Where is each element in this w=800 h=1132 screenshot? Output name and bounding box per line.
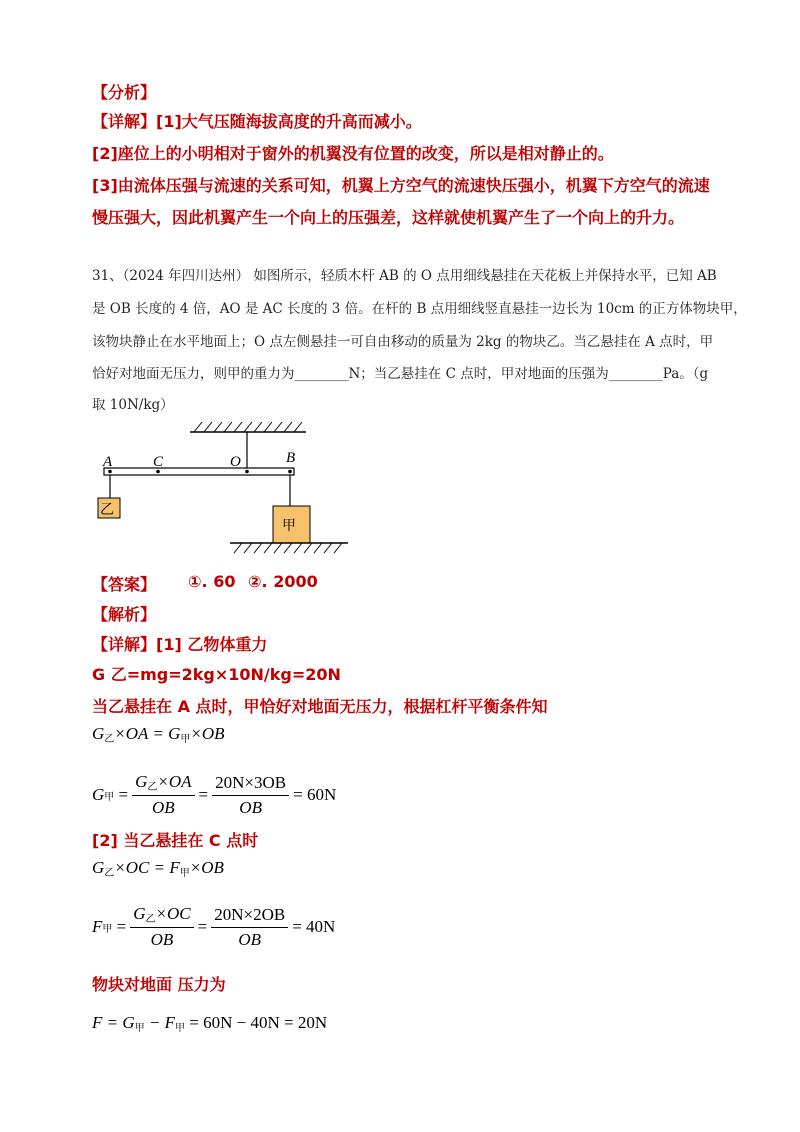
detail-line-2: [2]座位上的小明相对于窗外的机翼没有位置的改变，所以是相对静止的。 [92, 144, 614, 163]
equation-g-jia: G 甲 = $\frac{G_乙\times OA}{OB}$ = $\frac{20N\times 3OB}{OB}$ = 60N [92, 772, 337, 817]
label-o: O [230, 454, 241, 470]
lever-figure [90, 418, 360, 558]
condition-a: 当乙悬挂在 A 点时，甲恰好对地面无压力，根据杠杆平衡条件知 [92, 697, 548, 716]
label-c: C [153, 454, 164, 470]
solution-heading: 【解析】 [92, 605, 157, 624]
answer-value-1: ①. 60 [188, 572, 236, 591]
detail-line-3: [3]由流体压强与流速的关系可知，机翼上方空气的流速快压强小，机翼下方空气的流速 [92, 176, 710, 195]
question-line-3: 该物块静止在水平地面上；O 点左侧悬挂一可自由移动的质量为 2kg 的物块乙。当乙悬挂在 A 点时，甲 [92, 334, 714, 350]
label-b: B [286, 450, 296, 466]
gravity-formula: G 乙=mg=2kg×10N/kg=20N [92, 665, 341, 684]
detail-line-1: 【详解】[1]大气压随海拔高度的升高而减小。 [92, 112, 422, 131]
lever-bar [104, 468, 294, 475]
question-line-2: 是 OB 长度的 4 倍，AO 是 AC 长度的 3 倍。在杆的 B 点用细线竖直悬挂一边长为 10cm 的正方体物块甲， [92, 301, 747, 317]
solution-detail-2: [2] 当乙悬挂在 C 点时 [92, 831, 259, 850]
point-b [288, 470, 292, 474]
question-line-5: 取 10N/kg） [92, 397, 174, 413]
answer-label: 【答案】 [92, 575, 157, 594]
block-jia-label: 甲 [282, 518, 296, 534]
equation-pressure-force: $F = G_甲 - F_甲 = 60N - 40N = 20N$ [92, 1013, 328, 1034]
equation-balance-c: $G_乙\times OC = F_甲\times OB$ [92, 858, 224, 879]
solution-detail-1: 【详解】[1] 乙物体重力 [92, 635, 268, 654]
pressure-heading: 物块对地面 压力为 [92, 975, 226, 994]
answer-value-2: ②. 2000 [248, 572, 318, 591]
equation-balance-a: $G_乙\times OA = G_甲\times OB$ [92, 724, 225, 745]
question-line-4: 恰好对地面无压力，则甲的重力为________N；当乙悬挂在 C 点时，甲对地面的压强为________Pa。（g [92, 366, 709, 382]
question-line-1: 31、（2024 年四川达州） 如图所示，轻质木杆 AB 的 O 点用细线悬挂在天花板上并保持水平，已知 AB [92, 268, 717, 284]
ceiling-hatch [194, 422, 302, 432]
point-c [156, 470, 160, 474]
label-a: A [103, 454, 113, 470]
detail-line-4: 慢压强大，因此机翼产生一个向上的压强差，这样就使机翼产生了一个向上的升力。 [92, 208, 685, 227]
point-a [108, 470, 112, 474]
block-yi-label: 乙 [100, 502, 114, 518]
analysis-heading: 【分析】 [92, 83, 157, 102]
point-o [245, 470, 249, 474]
ground-hatch [234, 543, 342, 553]
equation-f-jia: F 甲 = $\frac{G_乙\times OC}{OB}$ = $\frac{20N\times 2OB}{OB}$ = 40N [92, 904, 336, 949]
